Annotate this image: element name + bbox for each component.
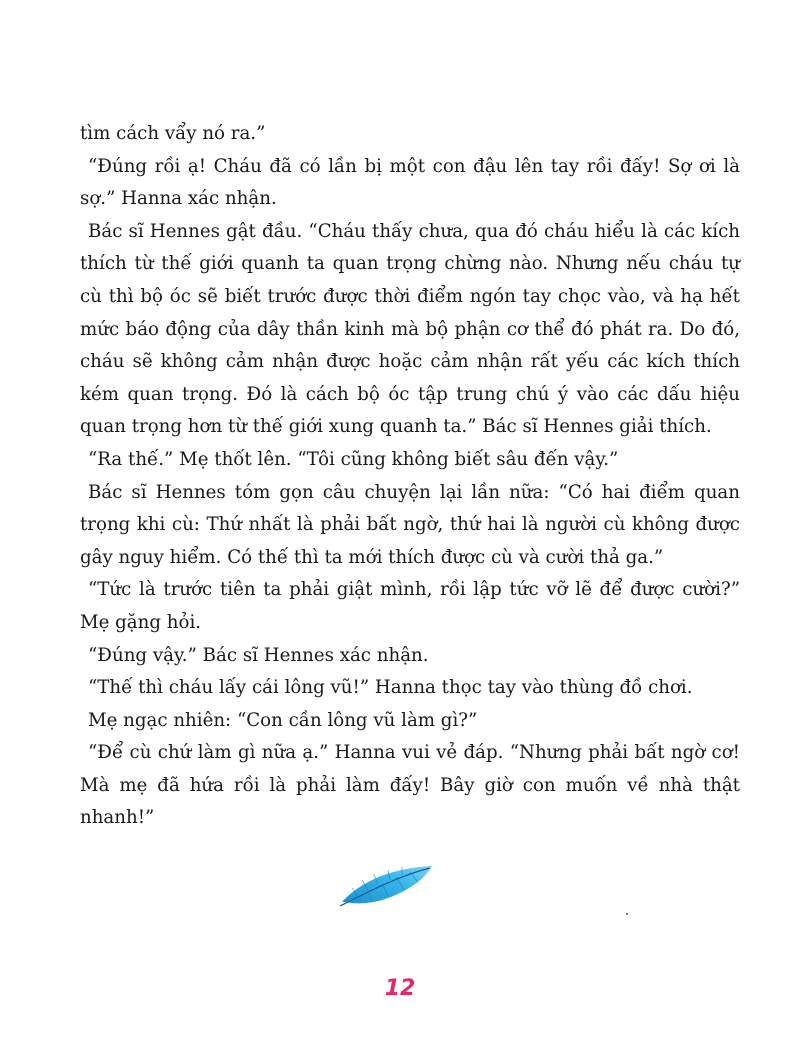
page-number: 12 (384, 976, 416, 1001)
paragraph: Bác sĩ Hennes tóm gọn câu chuyện lại lần nữa: “Có hai điểm quan trọng khi cù: Thứ nhất là phải bất ngờ, thứ hai là người cù không được gây nguy hiểm. Có thế thì ta mới thích được cù và cười thả ga.” (80, 481, 740, 568)
paragraph: “Tức là trước tiên ta phải giật mình, rồi lập tức vỡ lẽ để được cười?” Mẹ gặng hỏi. (80, 579, 740, 633)
paragraph: “Ra thế.” Mẹ thốt lên. “Tôi cũng không biết sâu đến vậy.” (88, 448, 619, 470)
paragraph: “Để cù chứ làm gì nữa ạ.” Hanna vui vẻ đáp. “Nhưng phải bất ngờ cơ! Mà mẹ đã hứa rồi là phải làm đấy! Bây giờ con muốn về nhà thật nhanh!” (80, 742, 740, 829)
body-text (80, 118, 740, 835)
paragraph: “Đúng rồi ạ! Cháu đã có lần bị một con đậu lên tay rồi đấy! Sợ ơi là sợ.” Hanna xác nhận. (80, 155, 740, 210)
paragraph: “Đúng vậy.” Bác sĩ Hennes xác nhận. (88, 644, 429, 666)
feather-icon (338, 862, 436, 910)
paragraph: tìm cách vẩy nó ra.” (80, 123, 266, 144)
ink-dot (626, 913, 628, 915)
paragraph: “Thế thì cháu lấy cái lông vũ!” Hanna thọc tay vào thùng đồ chơi. (88, 677, 693, 699)
paragraph: Bác sĩ Hennes gật đầu. “Cháu thấy chưa, qua đó cháu hiểu là các kích thích từ thế giới quanh ta quan trọng chừng nào. Nhưng nếu cháu tự cù thì bộ óc sẽ biết trước được thời điểm ngón tay chọc vào, và hạ hết mức báo động của dây thần kinh mà bộ phận cơ thể đó phát ra. Do đó, cháu sẽ không cảm nhận được hoặc cảm nhận rất yếu các kích thích kém quan trọng. Đó là cách bộ óc tập trung chú ý vào các dấu hiệu quan trọng hơn từ thế giới xung quanh ta.” Bác sĩ Hennes giải thích. (80, 220, 740, 438)
paragraph: Mẹ ngạc nhiên: “Con cần lông vũ làm gì?” (88, 709, 478, 731)
